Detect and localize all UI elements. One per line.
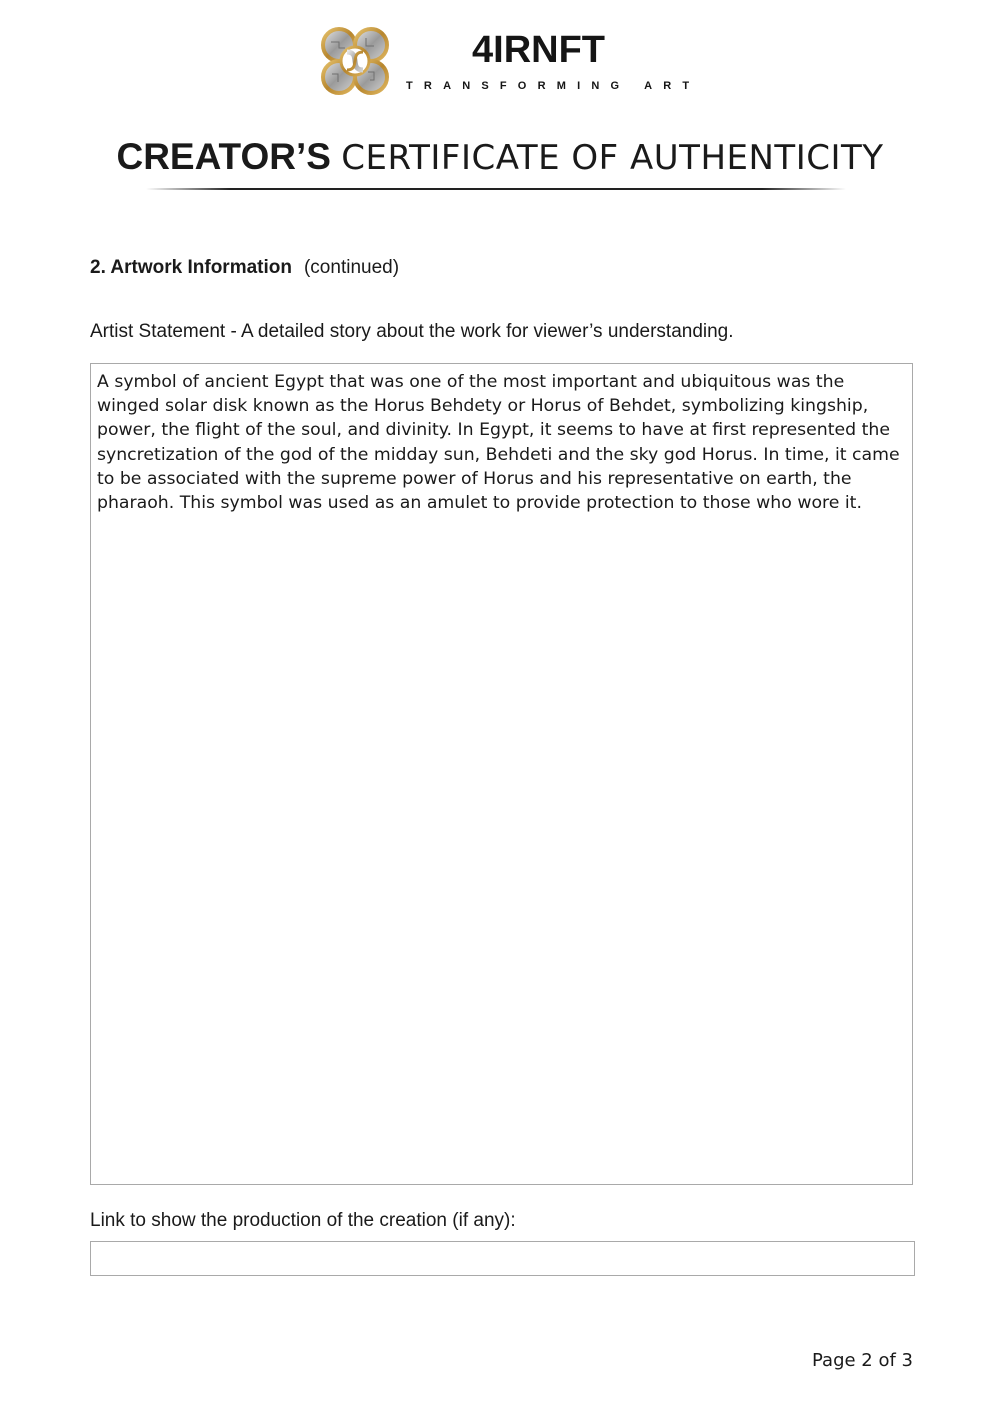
artist-statement-field[interactable] (90, 363, 913, 1185)
title-divider (146, 188, 846, 190)
brand-name: 4IRNFT (472, 29, 605, 71)
section-heading-title: 2. Artwork Information (90, 257, 292, 278)
certificate-title (0, 134, 1000, 181)
production-link-field[interactable] (90, 1241, 915, 1276)
title-bold-part: CREATOR’S (116, 136, 331, 177)
section-heading-suffix: (continued) (303, 257, 400, 278)
infinity-knot-logo-icon (316, 22, 394, 100)
title-regular-part: CERTIFICATE OF AUTHENTICITY (341, 138, 884, 178)
artist-statement-text: A symbol of ancient Egypt that was one of the most important and ubiquitous was the winged solar disk known as the Horus Behdety or Horus of Behdet, symbolizing kingship, power, the flight of the soul, and divinity. In Egypt, it seems to have at first represented the syncretization of the god of the midday sun, Behdeti and the sky god Horus. In time, it came to be associated with the supreme power of Horus and his representative on earth, the pharaoh. This symbol was used as an amulet to provide protection to those who wore it. (97, 372, 900, 514)
artist-statement-label: Artist Statement - A detailed story about the work for viewer’s understanding. (90, 321, 734, 342)
brand-tagline: TRANSFORMING ART (406, 80, 701, 92)
header-logo (316, 22, 701, 102)
page-number: Page 2 of 3 (812, 1350, 913, 1371)
section-heading (90, 257, 399, 279)
production-link-label: Link to show the production of the creation (if any): (90, 1210, 516, 1231)
